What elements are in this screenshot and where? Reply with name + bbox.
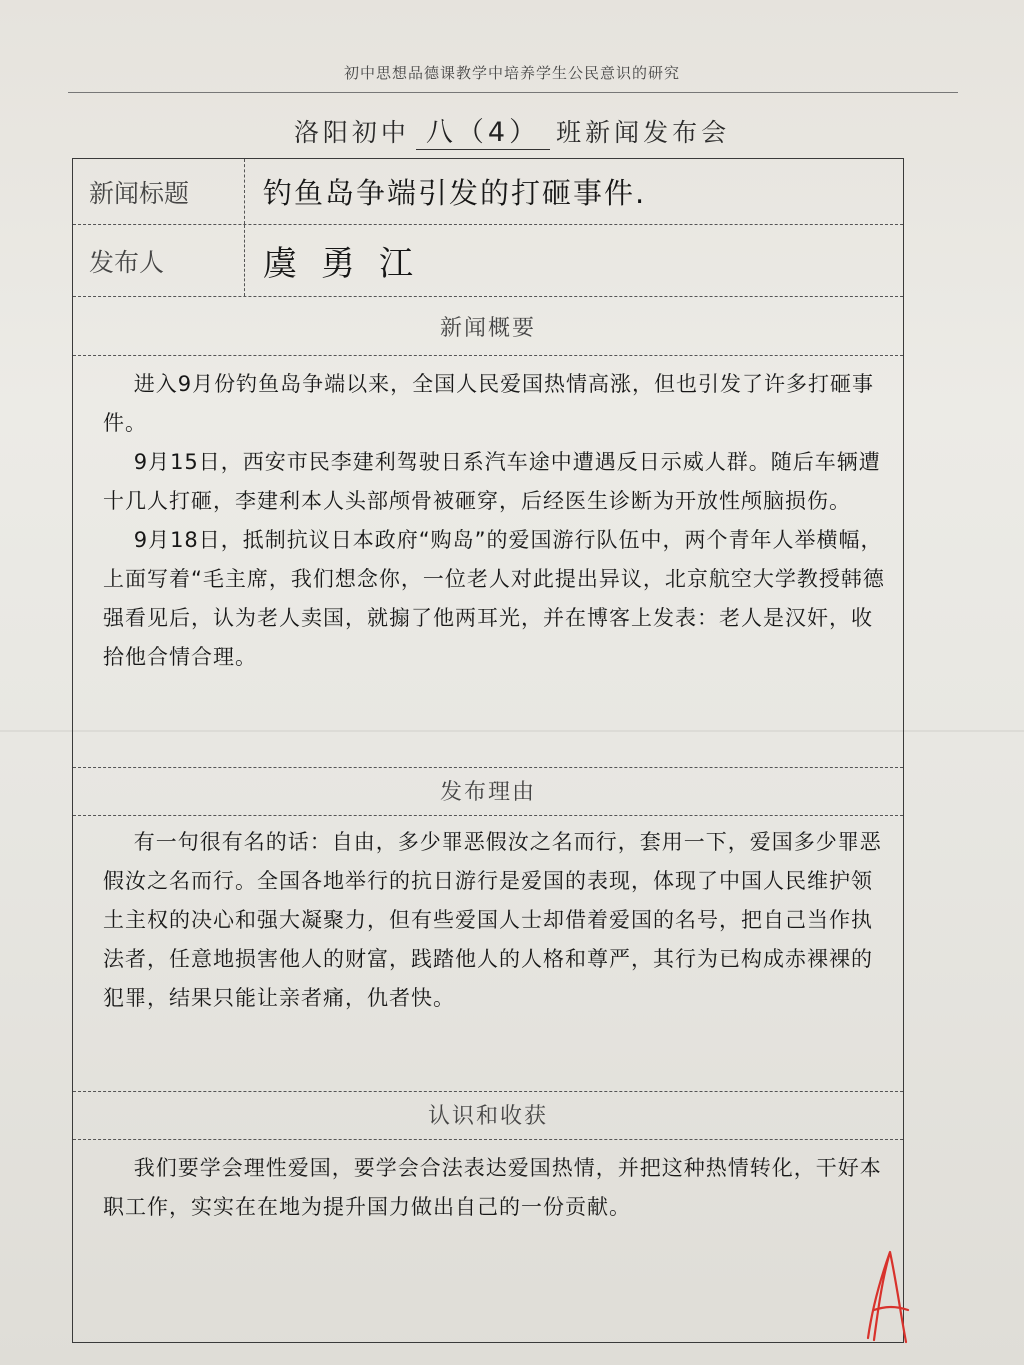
row-news-title xyxy=(73,159,903,225)
insight-text: 我们要学会理性爱国，要学会合法表达爱国热情，并把这种热情转化，干好本职工作，实实在在地为提升国力做出自己的一份贡献。 xyxy=(103,1156,882,1219)
grade-mark-a xyxy=(860,1240,920,1350)
insight-top-rule xyxy=(73,1091,903,1092)
reason-top-rule xyxy=(73,767,903,768)
reason-text: 有一句很有名的话：自由，多少罪恶假汝之名而行，套用一下，爱国多少罪恶假汝之名而行。全国各地举行的抗日游行是爱国的表现，体现了中国人民维护领土主权的决心和强大凝聚力，但有些爱国人士却借着爱国的名号，把自己当作执法者，任意地损害他人的财富，践踏他人的人格和尊严，其行为已构成赤裸裸的犯罪，结果只能让亲者痛，仇者快。 xyxy=(103,830,882,1010)
label-publisher: 发布人 xyxy=(73,225,245,296)
title-school: 洛阳初中 xyxy=(293,118,410,147)
reason-rule xyxy=(73,815,903,816)
title-suffix: 班新闻发布会 xyxy=(556,118,731,147)
heading-insight: 认识和收获 xyxy=(427,1104,548,1129)
page-title xyxy=(0,110,1024,150)
value-news-title: 钓鱼岛争端引发的打砸事件. xyxy=(263,176,647,210)
research-header: 初中思想品德课教学中培养学生公民意识的研究 xyxy=(343,64,680,82)
value-publisher: 虞勇江 xyxy=(263,244,437,284)
heading-summary: 新闻概要 xyxy=(439,316,536,341)
summary-rule xyxy=(73,355,903,356)
form-frame xyxy=(72,158,904,1343)
row-publisher xyxy=(73,225,903,297)
heading-reason: 发布理由 xyxy=(439,780,536,805)
label-news-title: 新闻标题 xyxy=(73,159,245,224)
header-rule xyxy=(68,92,958,93)
summary-text: 进入9月份钓鱼岛争端以来，全国人民爱国热情高涨，但也引发了许多打砸事件。 9月15日，西安市民李建利驾驶日系汽车途中遭遇反日示威人群。随后车辆遭十几人打砸，李建利本人头部颅骨被砸穿，后经医生诊断为开放性颅脑损伤。 9月18日，抵制抗议日本政府“购岛”的爱国游行队伍中，两个青年人举横幅，上面写着“毛主席，我们想念你，一位老人对此提出异议，北京航空大学教授韩德强看见后，认为老人卖国，就搧了他两耳光，并在博客上发表：老人是汉奸，收拾他合情合理。 xyxy=(103,372,885,669)
title-class-handwritten: 八（4） xyxy=(416,110,550,150)
insight-rule xyxy=(73,1139,903,1140)
